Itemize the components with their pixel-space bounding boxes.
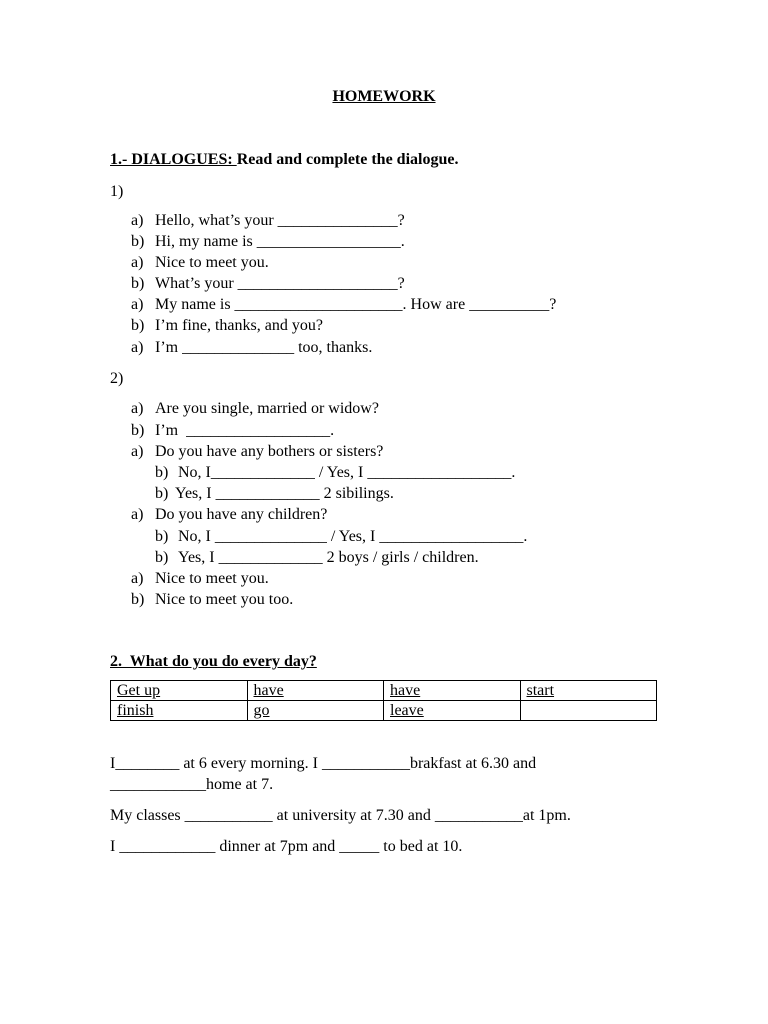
dialogue-line-text: Hello, what’s your _______________? (155, 212, 405, 229)
section-1-instruction: Read and complete the dialogue. (236, 151, 459, 168)
line-marker: b) (131, 317, 145, 334)
line-marker: a) (131, 296, 144, 313)
line-marker: a) (131, 339, 144, 356)
line-marker: a) (131, 506, 144, 523)
table-cell: go (247, 701, 384, 721)
line-marker: b) (131, 275, 145, 292)
line-marker: b) (131, 422, 145, 439)
dialogue-line-text: Nice to meet you. (155, 254, 269, 271)
dialogue-line-text: Do you have any bothers or sisters? (155, 443, 384, 460)
sentence-line: I________ at 6 every morning. I ___________brakfast at 6.30 and (110, 755, 537, 772)
dialogue-line-text: I’m ______________ too, thanks. (155, 339, 373, 356)
dialogue-line-text: Nice to meet you. (155, 570, 269, 587)
table-cell: have (384, 681, 521, 701)
dialogue-line (131, 210, 143, 231)
line-marker: a) (131, 212, 144, 229)
line-marker: b) (155, 485, 169, 502)
table-cell: leave (384, 701, 521, 721)
dialogue-line-text: Do you have any children? (155, 506, 328, 523)
dialogue-1-number: 1) (110, 183, 124, 200)
sentence-line: My classes ___________ at university at 7.30 and ___________at 1pm. (110, 807, 571, 824)
line-marker: b) (155, 528, 169, 545)
table-cell: have (247, 681, 384, 701)
dialogue-line-text: Yes, I _____________ 2 sibilings. (175, 485, 394, 502)
dialogue-line-text: Nice to meet you too. (155, 591, 294, 608)
table-row (111, 681, 657, 701)
dialogue-line-text: No, I_____________ / Yes, I __________________. (178, 464, 516, 481)
dialogue-line-text: Hi, my name is __________________. (155, 233, 405, 250)
section-1-heading: 1.- DIALOGUES: (110, 151, 237, 168)
line-marker: a) (131, 254, 144, 271)
dialogue-line-text: Are you single, married or widow? (155, 400, 379, 417)
section-1-heading-line (110, 149, 458, 170)
dialogue-2-number: 2) (110, 370, 124, 387)
line-marker: b) (155, 549, 169, 566)
dialogue-line-text: What’s your ____________________? (155, 275, 405, 292)
dialogue-line-text: I’m fine, thanks, and you? (155, 317, 323, 334)
sentence-line: I ____________ dinner at 7pm and _____ to bed at 10. (110, 838, 463, 855)
table-cell: finish (111, 701, 248, 721)
table-cell: Get up (111, 681, 248, 701)
line-marker: a) (131, 570, 144, 587)
section-2-heading: 2. What do you do every day? (110, 653, 317, 670)
table-cell (520, 701, 657, 721)
dialogue-line-text: Yes, I _____________ 2 boys / girls / children. (178, 549, 479, 566)
line-marker: b) (131, 591, 145, 608)
dialogue-line-text: My name is _____________________. How are __________? (155, 296, 557, 313)
line-marker: a) (131, 400, 144, 417)
line-marker: b) (131, 233, 145, 250)
line-marker: b) (155, 464, 169, 481)
verb-table (110, 680, 657, 721)
dialogue-line-text: I’m __________________. (155, 422, 335, 439)
page-title: HOMEWORK (332, 88, 436, 105)
dialogue-line-text: No, I ______________ / Yes, I __________________. (178, 528, 528, 545)
table-row (111, 701, 657, 721)
line-marker: a) (131, 443, 144, 460)
sentence-line: ____________home at 7. (110, 776, 274, 793)
table-cell: start (520, 681, 657, 701)
